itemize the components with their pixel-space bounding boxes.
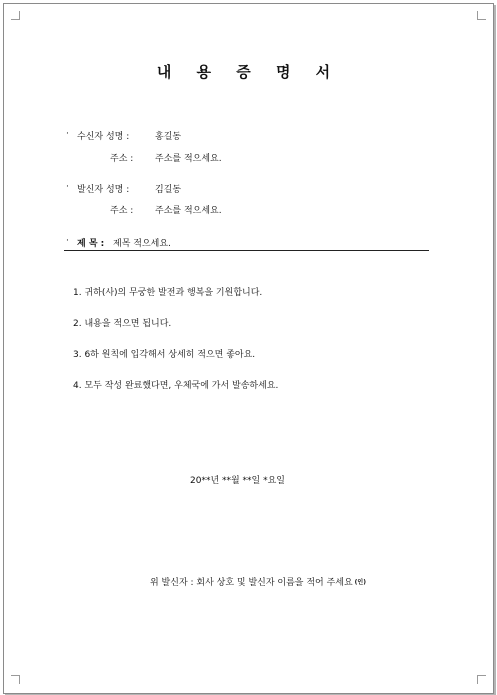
list-item: 3. 6하 원칙에 입각해서 상세히 적으면 좋아요.: [73, 350, 256, 360]
sender-bullet: ·: [66, 182, 69, 192]
document-date: 20**년 **월 **일 *요일: [190, 476, 286, 486]
recipient-bullet: ·: [66, 129, 69, 139]
signature-text: 위 발신자 : 회사 상호 및 발신자 이름을 적어 주세요: [150, 578, 353, 588]
list-item: 4. 모두 작성 완료했다면, 우체국에 가서 발송하세요.: [73, 381, 279, 391]
crop-mark-top-left: [11, 11, 20, 20]
recipient-name-label: 수신자 성명 :: [77, 132, 130, 142]
list-item: 2. 내용을 적으면 됩니다.: [73, 319, 172, 329]
crop-mark-bottom-left: [11, 675, 20, 684]
document-title: 내 용 증 명 서: [156, 63, 341, 81]
subject-underline: [64, 250, 429, 251]
sender-name-label: 발신자 성명 :: [77, 185, 130, 195]
subject-label: 제 목 :: [77, 239, 105, 249]
recipient-name: 홍길동: [155, 132, 182, 142]
subject-value: 제목 적으세요.: [113, 239, 171, 249]
recipient-address: 주소를 적으세요.: [155, 154, 222, 164]
sender-address: 주소를 적으세요.: [155, 206, 222, 216]
recipient-address-label: 주소 :: [110, 154, 134, 164]
signature-line: [150, 570, 366, 589]
subject-bullet: ·: [66, 236, 69, 246]
crop-mark-bottom-right: [477, 675, 486, 684]
sender-name: 김길동: [155, 185, 182, 195]
crop-mark-top-right: [477, 11, 486, 20]
list-item: 1. 귀하(사)의 무궁한 발전과 행복을 기원합니다.: [73, 288, 263, 298]
sender-address-label: 주소 :: [110, 206, 134, 216]
seal-mark: (인): [354, 579, 366, 586]
